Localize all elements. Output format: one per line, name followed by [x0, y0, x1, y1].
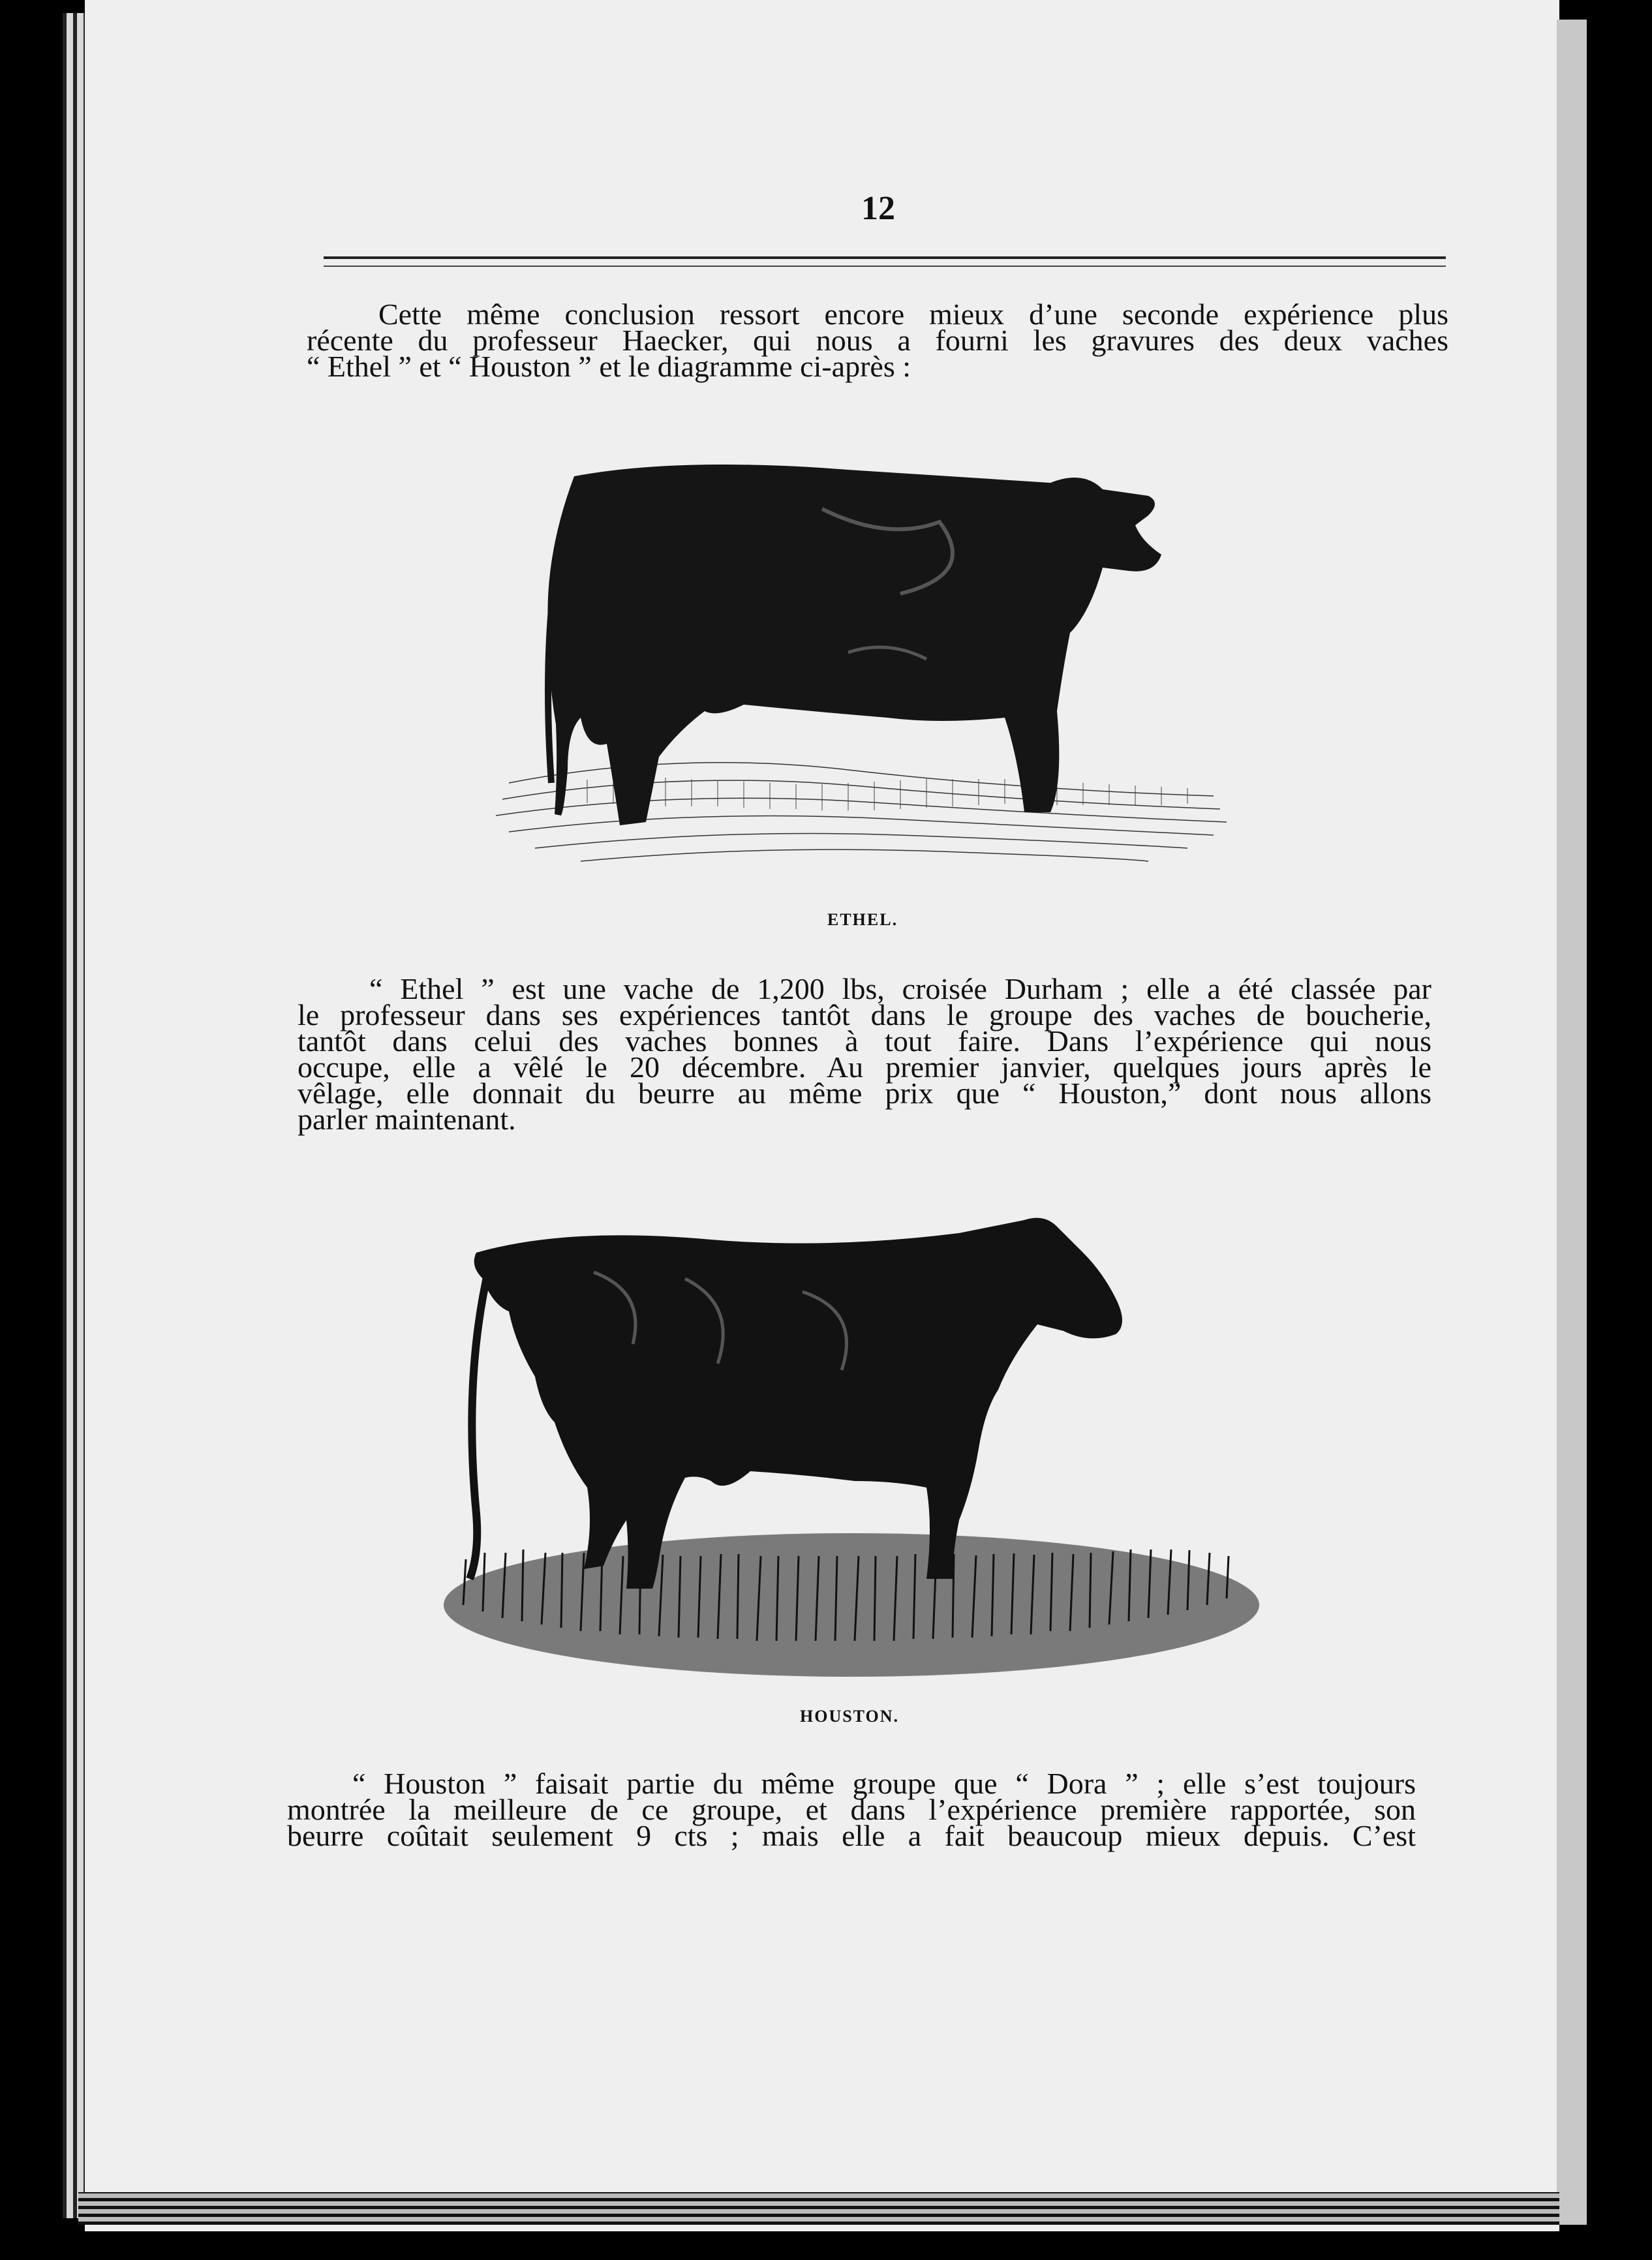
text-line: montrée la meilleure de ce groupe, et dans l’expérience première rapportée, son [287, 1793, 1416, 1826]
text-line: “ Houston ” faisait partie du même groupe que “ Dora ” ; elle s’est toujours [352, 1767, 1416, 1800]
text-line: “ Ethel ” et “ Houston ” et le diagramme ci-après : [307, 350, 911, 383]
caption-houston: HOUSTON. [800, 1707, 900, 1726]
text-line: récente du professeur Haecker, qui nous a fourni les gravures des deux vaches [307, 324, 1448, 357]
ethel-cow-silhouette [548, 465, 1162, 825]
text-line: parler maintenant. [298, 1103, 516, 1136]
paragraph-ethel [298, 972, 1431, 1136]
page-gutter [1557, 20, 1588, 2225]
paragraph-houston [287, 1767, 1416, 1852]
page-number: 12 [861, 190, 895, 227]
text-line: Cette même conclusion ressort encore mieux d’une seconde expérience plus [378, 298, 1448, 331]
text-line: le professeur dans ses expériences tantôt dans le groupe des vaches de boucherie, [298, 998, 1431, 1031]
caption-ethel: ETHEL. [827, 910, 898, 929]
scan-background [1587, 0, 1652, 2260]
header-rule [324, 256, 1446, 267]
text-line: occupe, elle a vêlé le 20 décembre. Au premier janvier, quelques jours après le [298, 1050, 1431, 1084]
text-line: vêlage, elle donnait du beurre au même prix que “ Houston,” dont nous allons [298, 1077, 1431, 1110]
ethel-cow-illustration [483, 444, 1253, 887]
grass-patch [444, 1533, 1259, 1677]
tail [470, 1266, 489, 1579]
houston-cow-illustration [437, 1214, 1266, 1696]
text-line: “ Ethel ” est une vache de 1,200 lbs, croisée Durham ; elle a été classée par [369, 972, 1431, 1005]
text-line: tantôt dans celui des vaches bonnes à tout faire. Dans l’expérience qui nous [298, 1024, 1431, 1058]
page-bottom-edges [78, 2192, 1559, 2225]
ground-hatching [496, 763, 1227, 861]
houston-cow-silhouette [474, 1218, 1122, 1589]
paragraph-intro [307, 298, 1448, 383]
text-line: beurre coûtait seulement 9 cts ; mais elle a fait beaucoup mieux depuis. C’est [287, 1819, 1416, 1852]
